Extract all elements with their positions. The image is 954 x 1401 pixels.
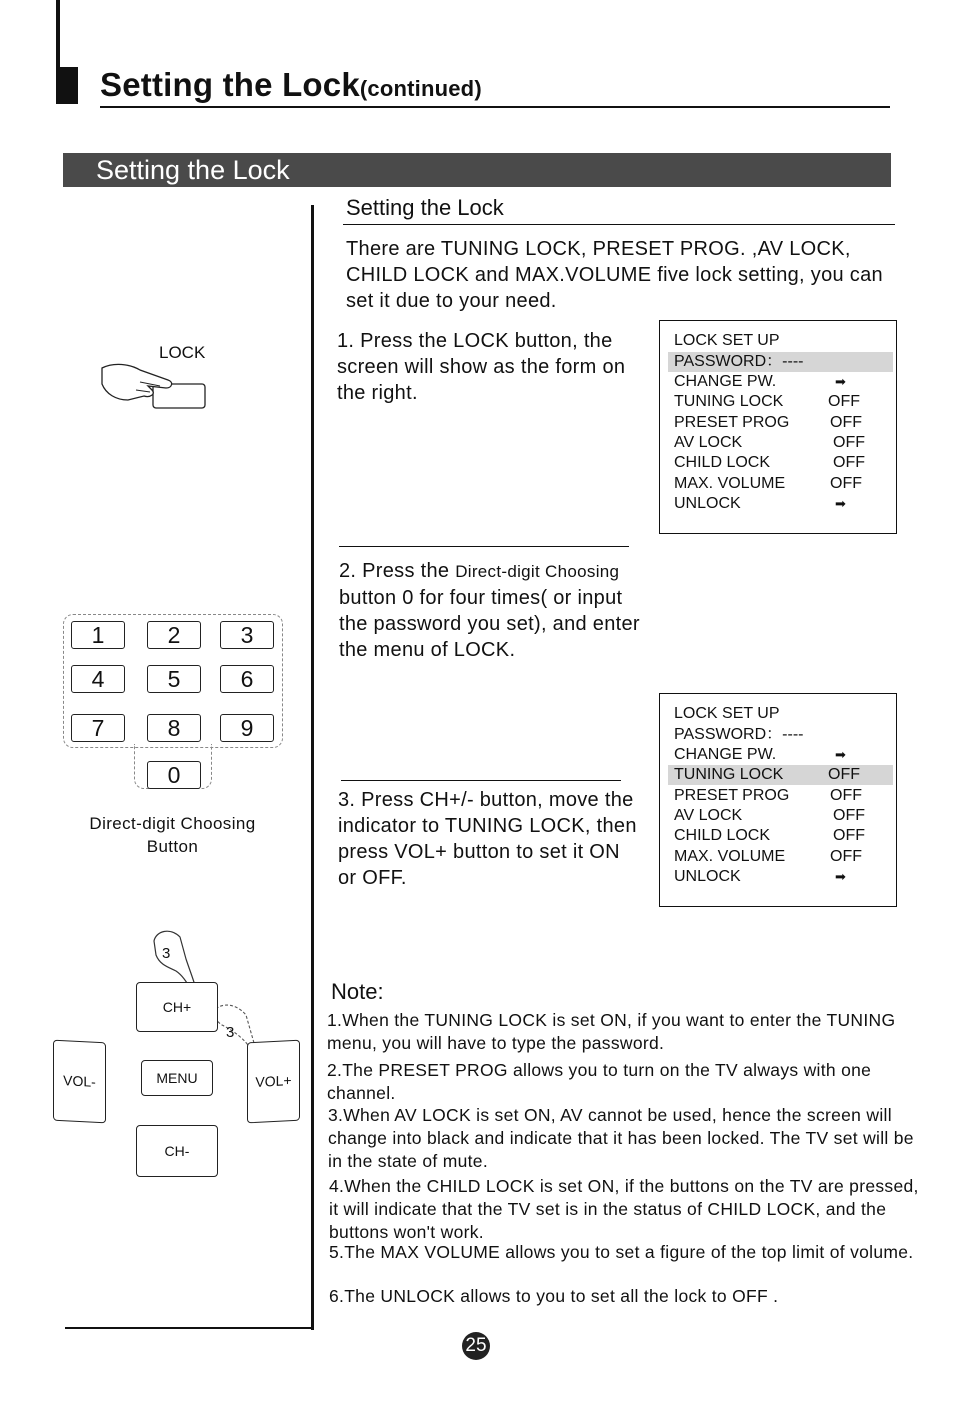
menu-row-label: AV LOCK: [674, 434, 743, 451]
arrow-right-icon: ➡: [835, 747, 846, 762]
page-title: [100, 66, 482, 104]
step-3-text: 3. Press CH+/- button, move the indicator to TUNING LOCK, then press VOL+ button to set it ON or OFF.: [338, 789, 637, 889]
menu-row-label: MAX. VOLUME: [674, 475, 786, 492]
keypad-caption: [70, 812, 275, 858]
arrow-right-icon: ➡: [835, 374, 846, 389]
note-item: 5.The MAX VOLUME allows you to set a figure of the top limit of volume.: [329, 1242, 914, 1262]
menu-row-label: CHILD LOCK: [674, 454, 771, 471]
note-item: 6.The UNLOCK allows to you to set all the lock to OFF .: [329, 1286, 779, 1306]
page-title-text: Setting the Lock: [100, 66, 360, 103]
menu-row-label: UNLOCK: [674, 868, 741, 885]
step-2-small: Direct-digit Choosing: [455, 562, 620, 581]
ch-plus-button[interactable]: CH+: [136, 982, 218, 1032]
menu-row: [668, 392, 893, 412]
menu-row: [668, 867, 893, 887]
menu-row: [668, 372, 893, 392]
menu-row: [668, 453, 893, 473]
key-8[interactable]: 8: [147, 714, 201, 742]
title-rule: [100, 106, 890, 108]
column-divider: [311, 205, 314, 1330]
menu-row-label: UNLOCK: [674, 495, 741, 512]
menu-row-value: OFF: [830, 848, 862, 865]
page-title-suffix: (continued): [359, 76, 482, 101]
keypad-caption-line-1: Direct-digit Choosing: [89, 814, 256, 833]
subsection-rule: [343, 224, 895, 225]
menu-row: [668, 433, 893, 453]
menu-button[interactable]: MENU: [141, 1060, 213, 1096]
key-3[interactable]: 3: [220, 621, 274, 649]
menu-row-value: OFF: [830, 787, 862, 804]
menu-row-value: OFF: [833, 807, 865, 824]
arrow-right-icon: ➡: [835, 869, 846, 884]
key-0[interactable]: 0: [147, 761, 201, 789]
keypad-caption-line-2: Button: [146, 837, 199, 856]
menu-row: [668, 331, 893, 351]
key-9[interactable]: 9: [220, 714, 274, 742]
menu-row: [668, 806, 893, 826]
vol-plus-button[interactable]: VOL+: [247, 1040, 300, 1124]
step-3-rule: [341, 780, 621, 781]
section-banner: [63, 153, 891, 187]
menu-row: [668, 826, 893, 846]
menu-row: [668, 704, 893, 724]
key-5[interactable]: 5: [147, 665, 201, 693]
menu-row-value: OFF: [833, 827, 865, 844]
key-6[interactable]: 6: [220, 665, 274, 693]
menu-row-label: PASSWORD：----: [674, 726, 804, 743]
bottom-rule: [65, 1327, 314, 1329]
intro-paragraph: There are TUNING LOCK, PRESET PROG. ,AV LOCK, CHILD LOCK and MAX.VOLUME five lock setting, you can set it due to your need.: [346, 238, 883, 312]
menu-row-label: TUNING LOCK: [674, 766, 784, 783]
lock-menu-screen-2: [659, 693, 897, 907]
step-2-part-a: 2. Press the: [339, 560, 456, 582]
callout-number-2: 3: [226, 1024, 235, 1041]
note-item: 2.The PRESET PROG allows you to turn on the TV always with one channel.: [327, 1060, 872, 1103]
menu-row-label: CHANGE PW.: [674, 373, 777, 390]
menu-row-value: OFF: [830, 414, 862, 431]
note-item: 3.When AV LOCK is set ON, AV cannot be used, hence the screen will change into black and indicate that it has been locked. The TV set will be in the state of mute.: [328, 1105, 914, 1171]
ch-minus-button[interactable]: CH-: [136, 1125, 218, 1177]
note-title: Note:: [331, 979, 384, 1004]
menu-row-highlighted: [668, 765, 893, 785]
menu-row-label: PRESET PROG: [674, 414, 790, 431]
menu-row-label: LOCK SET UP: [674, 705, 780, 722]
step-2-rule: [339, 546, 629, 547]
step-2-text: [339, 558, 649, 663]
menu-row: [668, 413, 893, 433]
menu-row-label: LOCK SET UP: [674, 332, 780, 349]
menu-row-highlighted: [668, 352, 893, 372]
lock-button-label: LOCK: [159, 343, 206, 362]
note-item: 1.When the TUNING LOCK is set ON, if you want to enter the TUNING menu, you will have to type the password.: [327, 1010, 896, 1053]
key-7[interactable]: 7: [71, 714, 125, 742]
lock-menu-screen-1: [659, 320, 897, 534]
arrow-right-icon: ➡: [835, 496, 846, 511]
menu-row: [668, 494, 893, 514]
menu-row: [668, 786, 893, 806]
menu-row-value: OFF: [833, 454, 865, 471]
menu-row: [668, 474, 893, 494]
section-banner-text: Setting the Lock: [96, 155, 290, 185]
callout-number-1: 3: [162, 945, 171, 962]
menu-row-label: MAX. VOLUME: [674, 848, 786, 865]
page-number: 25: [462, 1332, 490, 1360]
menu-row-label: TUNING LOCK: [674, 393, 784, 410]
menu-row-value: OFF: [828, 766, 860, 783]
key-2[interactable]: 2: [147, 621, 201, 649]
key-1[interactable]: 1: [71, 621, 125, 649]
hand-pressing-lock-icon: [96, 360, 210, 412]
subsection-title: Setting the Lock: [346, 195, 504, 220]
menu-row-value: OFF: [830, 475, 862, 492]
menu-row: [668, 847, 893, 867]
step-2-part-b: button 0 for four times( or input the password you set), and enter the menu of LOCK.: [339, 587, 640, 661]
menu-row-value: OFF: [828, 393, 860, 410]
menu-row: [668, 745, 893, 765]
menu-row-label: CHILD LOCK: [674, 827, 771, 844]
menu-row: [668, 725, 893, 745]
menu-row-label: PASSWORD：----: [674, 353, 804, 370]
step-1-text: 1. Press the LOCK button, the screen will show as the form on the right.: [337, 330, 626, 404]
menu-row-label: AV LOCK: [674, 807, 743, 824]
vol-minus-button[interactable]: VOL-: [53, 1040, 106, 1124]
note-item: 4.When the CHILD LOCK is set ON, if the buttons on the TV are pressed, it will indicate that the TV set is in the status of CHILD LOCK, and the buttons won't work.: [329, 1176, 919, 1242]
header-accent-block: [56, 67, 78, 104]
menu-row-label: CHANGE PW.: [674, 746, 777, 763]
menu-row-label: PRESET PROG: [674, 787, 790, 804]
key-4[interactable]: 4: [71, 665, 125, 693]
menu-row-value: OFF: [833, 434, 865, 451]
